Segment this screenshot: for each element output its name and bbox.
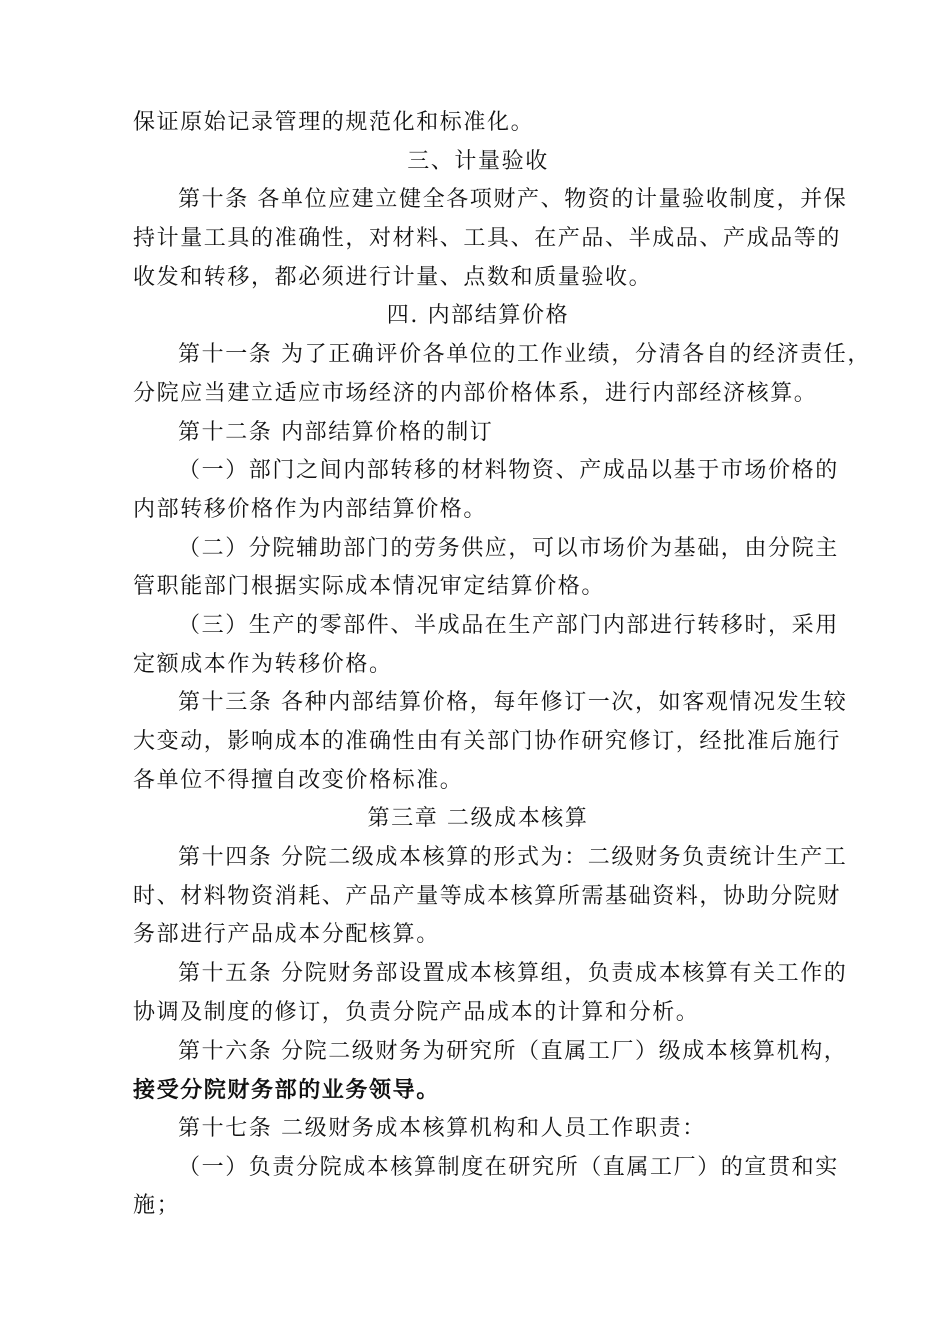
- chapter-heading: 第三章 二级成本核算: [367, 806, 589, 832]
- article-line: 第十六条 分院二级财务为研究所（直属工厂）级成本核算机构，: [178, 1038, 848, 1064]
- section-heading: 三、计量验收: [407, 148, 549, 174]
- clause-line: （一）负责分院成本核算制度在研究所（直属工厂）的宣贯和实: [178, 1154, 839, 1180]
- body-line: 务部进行产品成本分配核算。: [133, 922, 440, 948]
- article-line: 第十三条 各种内部结算价格，每年修订一次，如客观情况发生较: [178, 690, 848, 716]
- article-line: 第十条 各单位应建立健全各项财产、物资的计量验收制度，并保: [178, 187, 848, 213]
- body-line: 大变动，影响成本的准确性由有关部门协作研究修订，经批准后施行: [133, 729, 842, 754]
- body-line: 收发和转移，都必须进行计量、点数和质量验收。: [133, 264, 653, 290]
- article-line: 第十五条 分院财务部设置成本核算组，负责成本核算有关工作的: [178, 961, 848, 987]
- article-line: 第十四条 分院二级成本核算的形式为：二级财务负责统计生产工: [178, 845, 848, 871]
- article-line: 第十二条 内部结算价格的制订: [178, 419, 494, 445]
- section-heading: 四. 内部结算价格: [386, 303, 570, 329]
- clause-line: （一）部门之间内部转移的材料物资、产成品以基于市场价格的: [178, 458, 839, 484]
- clause-line: （二）分院辅助部门的劳务供应，可以市场价为基础，由分院主: [178, 535, 839, 561]
- body-line: 管职能部门根据实际成本情况审定结算价格。: [133, 574, 606, 600]
- clause-line: （三）生产的零部件、半成品在生产部门内部进行转移时，采用: [178, 612, 839, 638]
- body-line: 协调及制度的修订，负责分院产品成本的计算和分析。: [133, 999, 700, 1025]
- body-line: 定额成本作为转移价格。: [133, 651, 393, 677]
- body-line: 分院应当建立适应市场经济的内部价格体系，进行内部经济核算。: [133, 380, 818, 406]
- body-line: 持计量工具的准确性，对材料、工具、在产品、半成品、产成品等的: [133, 226, 842, 252]
- body-line: 各单位不得擅自改变价格标准。: [133, 767, 464, 793]
- bold-body-line: 接受分院财务部的业务领导。: [133, 1077, 440, 1104]
- document-page: [133, 104, 871, 1226]
- article-line: 第十七条 二级财务成本核算机构和人员工作职责：: [178, 1115, 706, 1141]
- body-line: 时、材料物资消耗、产品产量等成本核算所需基础资料，协助分院财: [133, 883, 842, 909]
- body-line: 内部转移价格作为内部结算价格。: [133, 496, 488, 522]
- body-line: 保证原始记录管理的规范化和标准化。: [133, 110, 535, 135]
- body-line: 施；: [133, 1193, 181, 1219]
- article-line: 第十一条 为了正确评价各单位的工作业绩，分清各自的经济责任，: [178, 342, 871, 368]
